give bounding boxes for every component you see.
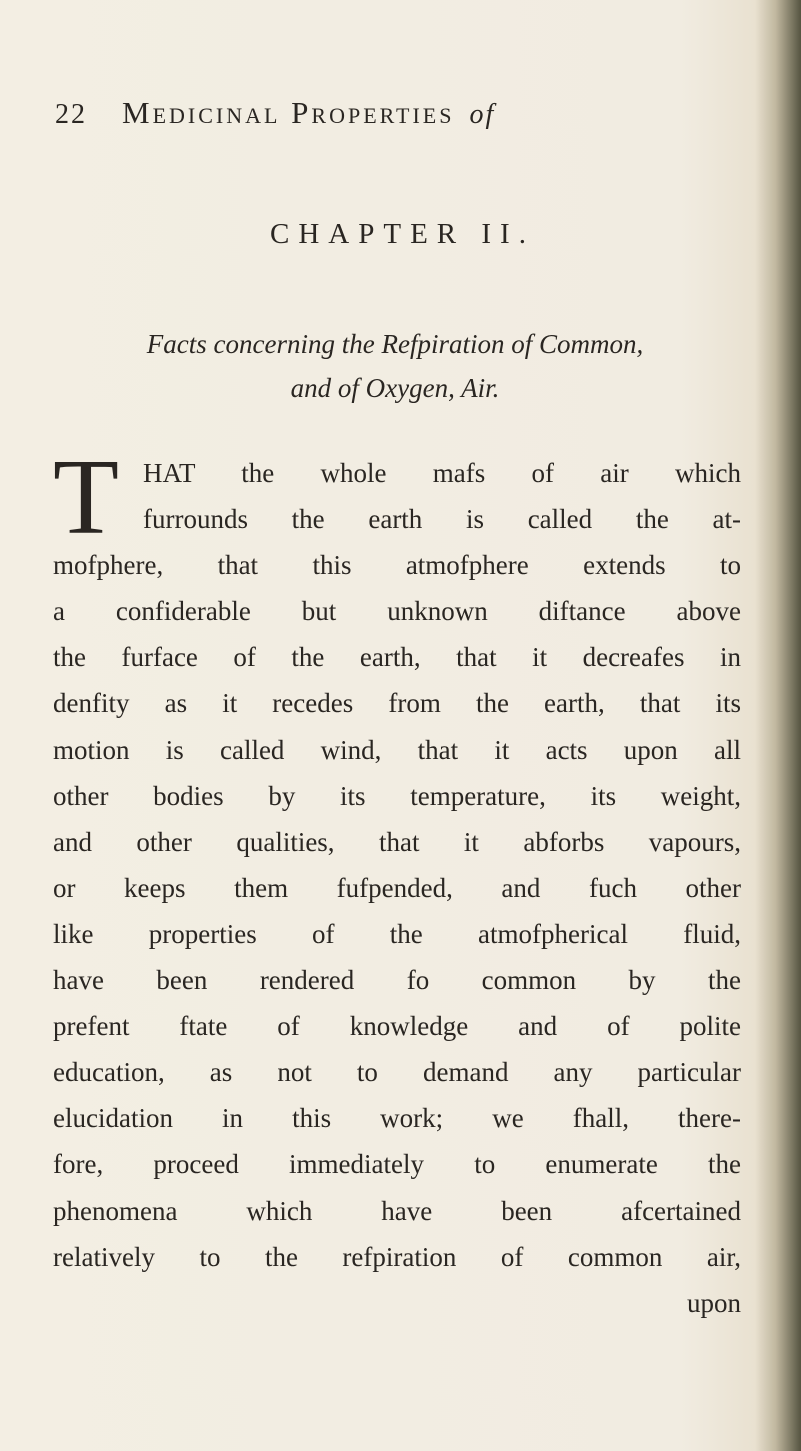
- subtitle-line-1: Facts concerning the Refpiration of Common,: [146, 329, 644, 359]
- catchword: upon: [687, 1287, 741, 1318]
- text-line: like properties of the atmofpherical fluid,: [53, 918, 741, 949]
- text-line: have been rendered fo common by the: [53, 965, 741, 996]
- running-head: [55, 95, 695, 135]
- text-line: mofphere, that this atmofphere extends to: [53, 550, 741, 581]
- page-number: 22: [55, 99, 87, 130]
- text-line: the furface of the earth, that it decreafes in: [53, 642, 741, 673]
- text-line: fore, proceed immediately to enumerate the: [53, 1149, 741, 1180]
- text-line: a confiderable but unknown diftance above: [53, 596, 741, 627]
- text-line: denfity as it recedes from the earth, that its: [53, 688, 741, 719]
- text-line: HAT the whole mafs of air which: [143, 458, 741, 488]
- running-head-title: Medicinal Properties: [122, 95, 455, 130]
- text-line: furrounds the earth is called the at-: [143, 504, 741, 535]
- text-line: or keeps them fufpended, and fuch other: [53, 872, 741, 903]
- text-line: and other qualities, that it abforbs vapours,: [53, 826, 741, 857]
- text-line: elucidation in this work; we fhall, there-: [53, 1103, 741, 1134]
- subtitle-line-2: and of Oxygen, Air.: [290, 373, 500, 403]
- text-line: motion is called wind, that it acts upon all: [53, 734, 741, 765]
- chapter-heading: CHAPTER II.: [270, 218, 535, 250]
- text-line: relatively to the refpiration of common air,: [53, 1241, 741, 1272]
- text-line: education, as not to demand any particular: [53, 1057, 741, 1088]
- text-line: other bodies by its temperature, its weight,: [53, 780, 741, 811]
- drop-cap: T: [53, 452, 119, 544]
- text-line: prefent ftate of knowledge and of polite: [53, 1011, 741, 1042]
- chapter-subtitle: [50, 322, 740, 410]
- running-head-suffix: of: [469, 99, 496, 130]
- body-paragraph: [53, 450, 741, 1326]
- text-line: phenomena which have been afcertained: [53, 1195, 741, 1226]
